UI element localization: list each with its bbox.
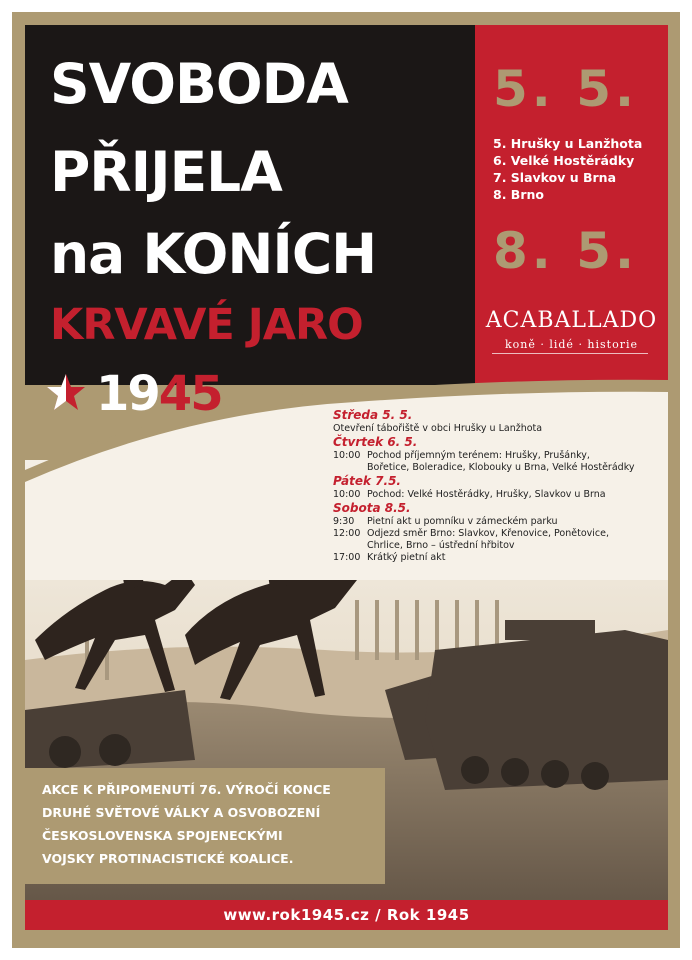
title-line-1: SVOBODA xyxy=(50,52,348,116)
schedule-day: Čtvrtek 6. 5. xyxy=(333,435,418,449)
places-list xyxy=(493,135,642,203)
footer-website-link[interactable]: www.rok1945.cz / Rok 1945 xyxy=(223,906,470,924)
list-item: 5. Hrušky u Lanžhota xyxy=(493,136,643,151)
list-item: 8. Brno xyxy=(493,187,544,202)
brand-divider xyxy=(492,353,648,354)
schedule-line: 10:00 Pochod: Velké Hostěrádky, Hrušky, Slavkov u Brna xyxy=(333,489,606,500)
list-item: 7. Slavkov u Brna xyxy=(493,170,617,185)
schedule-day: Pátek 7.5. xyxy=(333,474,401,488)
date-start: 5. 5. xyxy=(493,60,638,118)
schedule-line: Bořetice, Boleradice, Klobouky u Brna, Velké Hostěrádky xyxy=(367,462,635,473)
brand-tagline: koně · lidé · historie xyxy=(504,338,639,351)
schedule-line: Otevření tábořiště v obci Hrušky u Lanžhota xyxy=(333,423,543,434)
date-end: 8. 5. xyxy=(493,222,638,280)
title-line-3: na KONÍCH xyxy=(50,222,377,286)
list-item: 6. Velké Hostěrádky xyxy=(493,153,635,168)
brand-logo: ACABALLADO xyxy=(485,308,658,333)
schedule-line: 10:00 Pochod příjemným terénem: Hrušky, Prušánky, xyxy=(333,450,590,461)
schedule-line: Chrlice, Brno – ústřední hřbitov xyxy=(367,540,515,551)
schedule xyxy=(333,408,663,564)
title-line-2: PŘIJELA xyxy=(50,140,282,204)
year-1945: 1945 xyxy=(96,366,222,422)
schedule-line: 17:00 Krátký pietní akt xyxy=(333,552,446,563)
schedule-day: Sobota 8.5. xyxy=(333,501,411,515)
schedule-line: 12:00 Odjezd směr Brno: Slavkov, Křenovice, Ponětovice, xyxy=(333,528,609,539)
subtitle: KRVAVÉ JARO xyxy=(50,300,363,350)
schedule-line: 9:30 Pietní akt u pomníku v zámeckém parku xyxy=(333,516,558,527)
schedule-day: Středa 5. 5. xyxy=(333,408,413,422)
red-white-star-icon xyxy=(46,372,86,412)
info-box-text: AKCE K PŘIPOMENUTÍ 76. VÝROČÍ KONCE DRUHÉ SVĚTOVÉ VÁLKY A OSVOBOZENÍ ČESKOSLOVENSKA SPOJENECKÝMI VOJSKY PROTINACISTICKÉ KOALICE. xyxy=(42,782,331,866)
